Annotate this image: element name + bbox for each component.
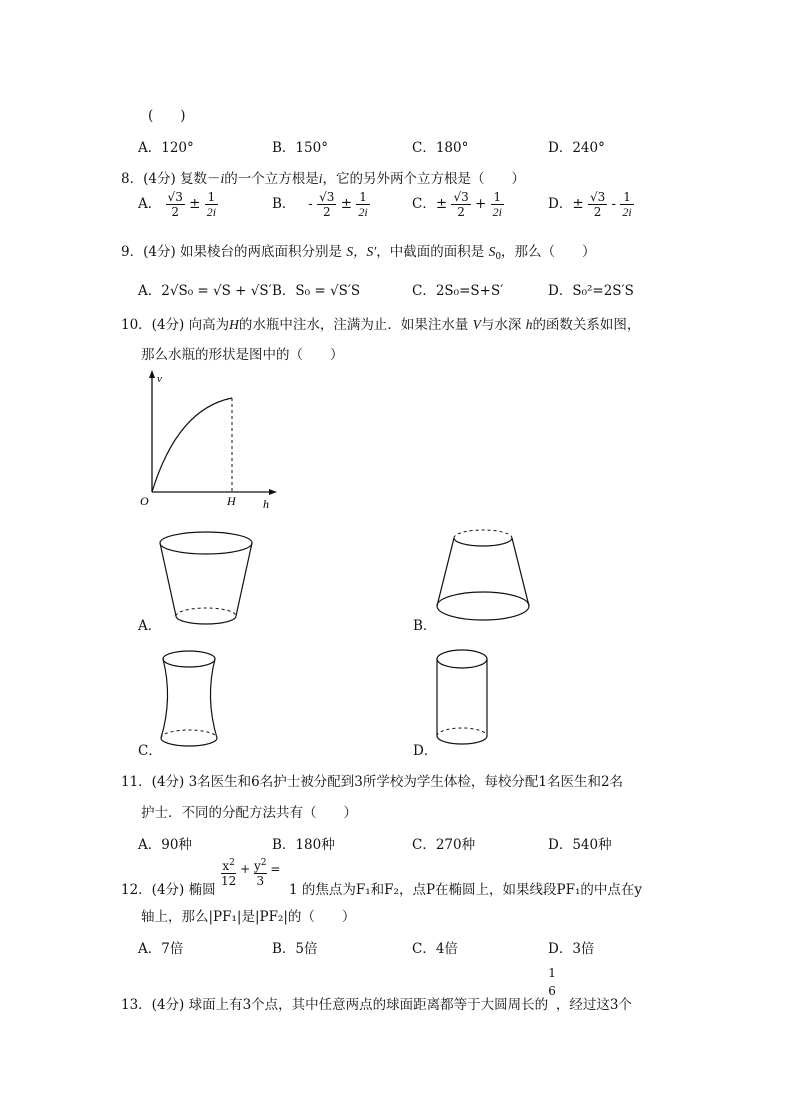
q8-option-c[interactable]: C．± $\frac{√3}{2}$ + $\frac{1}{2i}$: [412, 190, 502, 219]
vase-d[interactable]: [432, 644, 494, 752]
q12-y2-num: $y^2$: [254, 858, 267, 873]
vase-a-label: A．: [138, 618, 162, 634]
q7-answer-paren: ( ): [148, 108, 186, 124]
graph-y-arrow: [149, 370, 155, 378]
q9-stem: 9．(4分) 如果棱台的两底面积分别是 S，S′，中截面的面积是 $S_0$，那么（ ）: [121, 244, 596, 262]
q11-option-c[interactable]: C．270种: [412, 837, 476, 853]
graph-H-label: H: [227, 494, 236, 508]
q12-option-a[interactable]: A．7倍: [138, 941, 184, 957]
graph-x-arrow: [269, 489, 277, 495]
q8-option-a[interactable]: A． $\frac{√3}{2}$ ± $\frac{1}{2i}$: [138, 190, 217, 219]
vase-a[interactable]: [155, 528, 260, 628]
q8-option-d[interactable]: D．± $\frac{√3}{2}$ - $\frac{1}{2i}$: [548, 190, 632, 219]
q7-option-a[interactable]: A．120°: [138, 140, 194, 156]
vase-c[interactable]: [155, 646, 225, 752]
vase-b-label: B．: [413, 618, 437, 634]
q11-option-a[interactable]: A．90种: [138, 837, 192, 853]
q7-option-b[interactable]: B．150°: [272, 140, 328, 156]
q12-option-d[interactable]: D．3倍: [548, 941, 595, 957]
q12-stem-line1: 1 的焦点为F₁和F₂，点P在椭圆上，如果线段PF₁的中点在y: [289, 882, 643, 898]
q11-stem-line1: 11．(4分) 3名医生和6名护士被分配到3所学校为学生体检，每校分配1名医生和2名: [121, 774, 624, 790]
q9-option-b[interactable]: B．S₀ = √S′S: [272, 283, 361, 299]
q12-stem-line2: 轴上，那么|PF₁|是|PF₂|的（ ）: [141, 909, 356, 925]
q7-option-d[interactable]: D．240°: [548, 140, 605, 156]
vase-d-label: D．: [413, 743, 438, 759]
graph-y-label: v: [157, 373, 162, 385]
q12-option-b[interactable]: B．5倍: [272, 941, 318, 957]
q12-option-c[interactable]: C．4倍: [412, 941, 458, 957]
graph-x-label: h: [263, 497, 269, 511]
graph-origin-label: O: [140, 494, 149, 508]
q12-ellipse-equation: $\frac{x^2}{12}$ + $\frac{y^2}{3}$ =: [221, 858, 281, 888]
q10-stem-line2: 那么水瓶的形状是图中的（ ）: [141, 347, 344, 363]
q12-x2-num: $x^2$: [222, 858, 235, 873]
q13-stem: 13．(4分) 球面上有3个点，其中任意两点的球面距离都等于大圆周长的 1 6 ，经过这3个: [121, 966, 632, 1013]
q11-stem-line2: 护士．不同的分配方法共有（ ）: [141, 805, 357, 821]
q8-stem: 8．(4分) 复数－i的一个立方根是i，它的另外两个立方根是（ ）: [121, 171, 526, 187]
q9-option-c[interactable]: C．2S₀=S+S′: [412, 283, 504, 299]
q8-option-b[interactable]: B． - $\frac{√3}{2}$ ± $\frac{1}{2i}$: [272, 190, 368, 219]
q11-option-d[interactable]: D．540种: [548, 837, 612, 853]
q9-option-a[interactable]: A．2√S₀ = √S + √S′: [138, 283, 272, 299]
q12-prefix: 12．(4分) 椭圆: [121, 882, 216, 898]
q10-stem-line1: 10．(4分) 向高为H的水瓶中注水，注满为止．如果注水量 V与水深 h的函数关系如图，: [121, 317, 641, 333]
q10-graph: [132, 368, 282, 513]
graph-curve: [152, 398, 232, 492]
vase-b[interactable]: [432, 524, 534, 624]
q9-option-d[interactable]: D．S₀²=2S′S: [548, 283, 634, 299]
q7-option-c[interactable]: C．180°: [412, 140, 469, 156]
q11-option-b[interactable]: B．180种: [272, 837, 335, 853]
vase-c-label: C．: [138, 743, 162, 759]
